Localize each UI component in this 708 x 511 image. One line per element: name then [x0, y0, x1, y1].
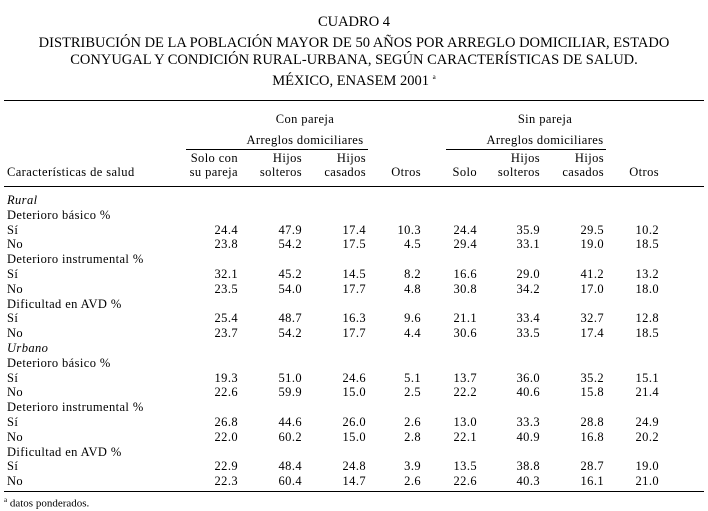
section-label: Urbano — [7, 341, 49, 355]
column-header-line2: casados — [562, 165, 604, 179]
table-cell: 4.5 — [404, 237, 421, 251]
table-cell: 48.4 — [278, 459, 302, 473]
table-cell: 54.0 — [278, 282, 302, 296]
column-header-line2: Otros — [629, 165, 659, 179]
footnote-text: datos ponderados. — [9, 497, 90, 510]
table-cell: 20.2 — [635, 430, 659, 444]
table-cell: 22.2 — [453, 385, 477, 399]
table-cell: 16.1 — [580, 474, 604, 488]
table-cell: 13.2 — [635, 267, 659, 281]
table-cell: 10.2 — [635, 223, 659, 237]
table-cell: 60.4 — [278, 474, 302, 488]
row-label: No — [7, 326, 24, 340]
table-cell: 54.2 — [278, 237, 302, 251]
title-source: MÉXICO, ENASEM 2001 — [272, 72, 429, 89]
table-cell: 13.5 — [453, 459, 477, 473]
table-cell: 18.5 — [635, 237, 659, 251]
column-header-line2: solteros — [497, 165, 540, 179]
column-header-line1: Solo con — [190, 151, 238, 165]
table-cell: 23.7 — [214, 326, 238, 340]
table-cell: 47.9 — [278, 223, 302, 237]
table-cell: 17.7 — [342, 282, 366, 296]
table-cell: 45.2 — [278, 267, 302, 281]
table-cell: 44.6 — [278, 415, 302, 429]
subgroup-header-con: Arreglos domiciliares — [246, 133, 364, 147]
footnote-marker: a — [4, 496, 8, 504]
table-cell: 24.9 — [635, 415, 659, 429]
table-cell: 35.2 — [580, 371, 604, 385]
table-cell: 40.6 — [516, 385, 540, 399]
table-cell: 4.8 — [404, 282, 421, 296]
table-cell: 22.3 — [214, 474, 238, 488]
row-label: No — [7, 474, 24, 488]
column-header-line1: Hijos — [272, 151, 302, 165]
table-cell: 18.5 — [635, 326, 659, 340]
table-title-line-1: DISTRIBUCIÓN DE LA POBLACIÓN MAYOR DE 50 AÑOS POR ARREGLO DOMICILIAR, ESTADO — [38, 35, 670, 51]
row-label: Sí — [7, 415, 19, 429]
table-cell: 2.6 — [404, 474, 421, 488]
table-cell: 2.6 — [404, 415, 421, 429]
title-footnote-marker: a — [432, 73, 436, 81]
column-header-line2: casados — [324, 165, 366, 179]
row-label: Sí — [7, 311, 19, 325]
table-cell: 24.4 — [214, 223, 238, 237]
table-cell: 15.8 — [580, 385, 604, 399]
table-cell: 29.4 — [453, 237, 477, 251]
table-cell: 33.1 — [516, 237, 540, 251]
table-cell: 54.2 — [278, 326, 302, 340]
table-cell: 34.2 — [516, 282, 540, 296]
table-cell: 15.0 — [342, 385, 366, 399]
table-cell: 19.0 — [635, 459, 659, 473]
table-cell: 8.2 — [404, 267, 421, 281]
table-cell: 26.0 — [342, 415, 366, 429]
table-cell: 51.0 — [278, 371, 302, 385]
table-cell: 22.9 — [214, 459, 238, 473]
table-cell: 5.1 — [404, 371, 421, 385]
footnote — [4, 493, 89, 511]
group-label: Deterioro instrumental % — [7, 400, 144, 414]
row-label: Sí — [7, 459, 19, 473]
table-cell: 30.8 — [453, 282, 477, 296]
row-label: No — [7, 430, 24, 444]
section-label: Rural — [7, 193, 38, 207]
column-header-line2: su pareja — [189, 165, 238, 179]
table-cell: 40.9 — [516, 430, 540, 444]
row-label: No — [7, 237, 24, 251]
table-cell: 23.5 — [214, 282, 238, 296]
table-cell: 32.1 — [214, 267, 238, 281]
table-cell: 33.3 — [516, 415, 540, 429]
table-cell: 24.4 — [453, 223, 477, 237]
table-cell: 22.0 — [214, 430, 238, 444]
column-header-line1: Hijos — [336, 151, 366, 165]
table-cell: 23.8 — [214, 237, 238, 251]
table-cell: 16.3 — [342, 311, 366, 325]
table-cell: 13.7 — [453, 371, 477, 385]
group-label: Deterioro básico % — [7, 208, 111, 222]
table-cell: 33.4 — [516, 311, 540, 325]
column-header-line2: solteros — [259, 165, 302, 179]
table-number: CUADRO 4 — [317, 14, 391, 30]
table-cell: 22.1 — [453, 430, 477, 444]
table-cell: 9.6 — [404, 311, 421, 325]
column-header-line1: Hijos — [574, 151, 604, 165]
table-cell: 17.0 — [580, 282, 604, 296]
table-cell: 36.0 — [516, 371, 540, 385]
table-cell: 2.8 — [404, 430, 421, 444]
header-rule — [4, 186, 704, 187]
table-cell: 18.0 — [635, 282, 659, 296]
table-cell: 21.4 — [635, 385, 659, 399]
table-cell: 17.4 — [342, 223, 366, 237]
table-cell: 41.2 — [580, 267, 604, 281]
table-cell: 24.8 — [342, 459, 366, 473]
table-cell: 17.5 — [342, 237, 366, 251]
table-cell: 14.7 — [342, 474, 366, 488]
table-cell: 29.0 — [516, 267, 540, 281]
group-label: Deterioro básico % — [7, 356, 111, 370]
group-label: Dificultad en AVD % — [7, 445, 122, 459]
table-cell: 13.0 — [453, 415, 477, 429]
table-cell: 35.9 — [516, 223, 540, 237]
column-header-line2: Otros — [391, 165, 421, 179]
table-cell: 4.4 — [404, 326, 421, 340]
top-rule — [4, 100, 704, 101]
table-cell: 16.6 — [453, 267, 477, 281]
table-cell: 59.9 — [278, 385, 302, 399]
table-title-line-2: CONYUGAL Y CONDICIÓN RURAL-URBANA, SEGÚN CARACTERÍSTICAS DE SALUD. — [70, 52, 638, 68]
column-header-line2: Solo — [452, 165, 477, 179]
group-label: Dificultad en AVD % — [7, 297, 122, 311]
table-cell: 19.0 — [580, 237, 604, 251]
row-label: No — [7, 282, 24, 296]
table-cell: 28.8 — [580, 415, 604, 429]
table-cell: 24.6 — [342, 371, 366, 385]
table-cell: 26.8 — [214, 415, 238, 429]
row-header-label: Características de salud — [7, 165, 135, 179]
table-cell: 30.6 — [453, 326, 477, 340]
table-cell: 15.0 — [342, 430, 366, 444]
subgroup-rule-con — [186, 149, 368, 150]
table-cell: 3.9 — [404, 459, 421, 473]
bottom-rule — [4, 491, 704, 492]
row-label: No — [7, 385, 24, 399]
table-cell: 60.2 — [278, 430, 302, 444]
table-cell: 48.7 — [278, 311, 302, 325]
table-cell: 32.7 — [580, 311, 604, 325]
table-cell: 14.5 — [342, 267, 366, 281]
table-cell: 22.6 — [214, 385, 238, 399]
subgroup-rule-sin — [446, 149, 606, 150]
column-header-line1: Hijos — [510, 151, 540, 165]
row-label: Sí — [7, 371, 19, 385]
table-cell: 16.8 — [580, 430, 604, 444]
table-cell: 15.1 — [635, 371, 659, 385]
table-cell: 12.8 — [635, 311, 659, 325]
group-header-con-pareja: Con pareja — [275, 112, 335, 126]
table-title-line-3 — [0, 69, 708, 90]
table-cell: 22.6 — [453, 474, 477, 488]
table-cell: 10.3 — [397, 223, 421, 237]
table-cell: 17.7 — [342, 326, 366, 340]
group-header-sin-pareja: Sin pareja — [517, 112, 573, 126]
subgroup-header-sin: Arreglos domiciliares — [486, 133, 604, 147]
table-cell: 25.4 — [214, 311, 238, 325]
table-cell: 2.5 — [404, 385, 421, 399]
row-label: Sí — [7, 267, 19, 281]
group-label: Deterioro instrumental % — [7, 252, 144, 266]
row-label: Sí — [7, 223, 19, 237]
table-cell: 38.8 — [516, 459, 540, 473]
table-cell: 29.5 — [580, 223, 604, 237]
table-cell: 21.0 — [635, 474, 659, 488]
table-cell: 19.3 — [214, 371, 238, 385]
table-cell: 40.3 — [516, 474, 540, 488]
table-cell: 28.7 — [580, 459, 604, 473]
table-cell: 17.4 — [580, 326, 604, 340]
table-cell: 21.1 — [453, 311, 477, 325]
table-cell: 33.5 — [516, 326, 540, 340]
